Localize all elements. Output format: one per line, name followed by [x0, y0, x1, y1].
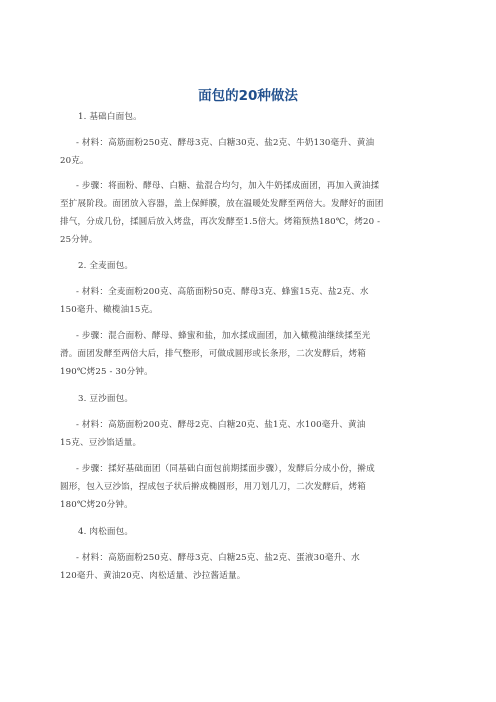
section-heading: 2. 全麦面包。 — [78, 261, 134, 271]
steps-line: 180℃烤20分钟。 — [60, 500, 133, 510]
steps-line: - 步骤：混合面粉、酵母、蜂蜜和盐，加水揉成面团，加入橄榄油继续揉至光 — [76, 331, 371, 341]
steps-line: 滑。面团发酵至两倍大后，排气整形，可做成圆形或长条形，二次发酵后，烤箱 — [60, 349, 367, 359]
steps-line: 25分钟。 — [60, 235, 98, 245]
materials-line: - 材料：高筋面粉200克、酵母2克、白糖20克、盐1克、水100毫升、黄油 — [76, 420, 366, 430]
materials-line: - 材料：高筋面粉250克、酵母3克、白糖30克、盐2克、牛奶130毫升、黄油 — [76, 138, 375, 148]
steps-line: - 步骤：将面粉、酵母、白糖、盐混合均匀，加入牛奶揉成面团，再加入黄油揉 — [76, 181, 380, 191]
steps-line: 圆形，包入豆沙馅，捏成包子状后擀成椭圆形，用刀划几刀，二次发酵后，烤箱 — [60, 482, 367, 492]
steps-line: 190℃烤25 - 30分钟。 — [60, 367, 153, 377]
document-title: 面包的20种做法 — [198, 88, 298, 104]
materials-line: - 材料：高筋面粉250克、酵母3克、白糖25克、盐2克、蛋液30毫升、水 — [76, 553, 360, 563]
section-heading: 3. 豆沙面包。 — [78, 394, 134, 404]
section-heading: 1. 基础白面包。 — [78, 112, 142, 122]
steps-line: 至扩展阶段。面团放入容器，盖上保鲜膜，放在温暖处发酵至两倍大。发酵好的面团 — [60, 199, 384, 209]
materials-line: 120毫升、黄油20克、肉松适量、沙拉酱适量。 — [60, 571, 246, 581]
section-heading: 4. 肉松面包。 — [78, 527, 134, 537]
materials-line: - 材料：全麦面粉200克、高筋面粉50克、酵母3克、蜂蜜15克、盐2克、水 — [76, 287, 369, 297]
materials-line: 150毫升、橄榄油15克。 — [60, 305, 159, 315]
steps-line: 排气，分成几份，揉圆后放入烤盘，再次发酵至1.5倍大。烤箱预热180℃，烤20 - — [60, 217, 381, 227]
materials-line: 15克、豆沙馅适量。 — [60, 438, 142, 448]
steps-line: - 步骤：揉好基础面团（同基础白面包前期揉面步骤），发酵后分成小份，擀成 — [76, 464, 375, 474]
materials-line: 20克。 — [60, 156, 89, 166]
